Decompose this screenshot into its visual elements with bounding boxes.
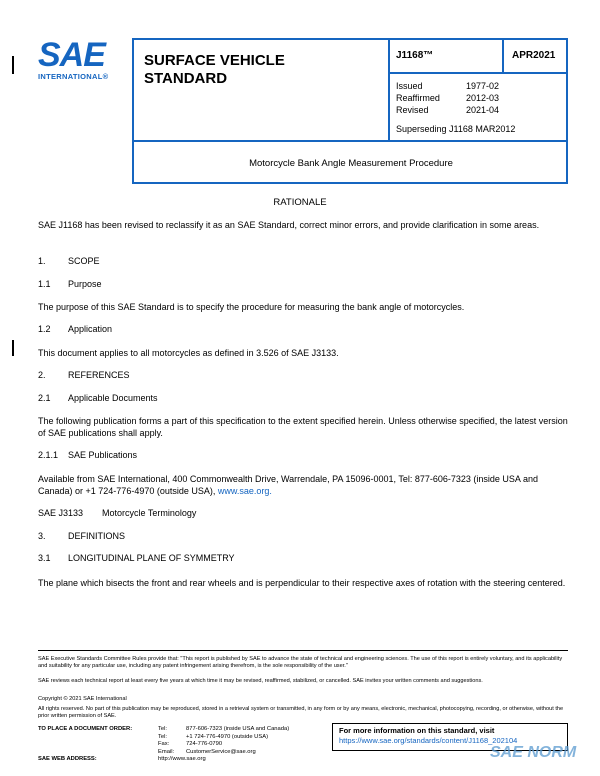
paragraph-text: Available from SAE International, 400 Commonwealth Drive, Warrendale, PA 15096-0001, Tel: 877-606-7323 (inside USA and Canada) or +1 724-776-4970 (outside USA), xyxy=(38,474,538,496)
superseding-note: Superseding J1168 MAR2012 xyxy=(396,124,516,134)
section-heading: 1.1 Purpose xyxy=(38,279,102,289)
section-heading: 3.1 LONGITUDINAL PLANE OF SYMMETRY xyxy=(38,553,235,563)
contact-value: 724-776-0790 xyxy=(186,741,223,747)
date-value: 2021-04 xyxy=(466,105,500,115)
document-type-line1: SURFACE VEHICLE xyxy=(144,52,285,69)
footer-copyright: Copyright © 2021 SAE International xyxy=(38,696,127,702)
document-code: J1168™ xyxy=(396,50,434,61)
info-title: For more information on this standard, visit xyxy=(339,726,495,735)
paragraph: The purpose of this SAE Standard is to specify the procedure for measuring the bank angle of motorcycles. xyxy=(38,302,465,312)
paragraph xyxy=(38,473,568,497)
section-heading: 3. DEFINITIONS xyxy=(38,531,126,541)
footer-rules: SAE Executive Standards Committee Rules provide that: "This report is published by SAE to advance the state of technical and engineering sciences. The use of this report is entirely voluntary, and its applicability and suitability for any particular use, including any patent infringement arising therefrom, is the sole responsibility of the user." xyxy=(38,656,563,669)
date-label: Reaffirmed xyxy=(396,93,440,103)
web-label: SAE WEB ADDRESS: xyxy=(38,756,97,762)
standard-link[interactable]: https://www.sae.org/standards/content/J1168_202104 xyxy=(339,736,518,745)
order-label: TO PLACE A DOCUMENT ORDER: xyxy=(38,726,133,732)
document-type xyxy=(144,52,285,88)
change-bar xyxy=(12,56,14,74)
sae-website-link[interactable]: www.sae.org. xyxy=(217,486,272,496)
rationale-heading: RATIONALE xyxy=(273,197,327,208)
paragraph: The plane which bisects the front and rear wheels and is perpendicular to their respective axes of rotation with the steering centered. xyxy=(38,578,566,588)
header-box xyxy=(132,38,568,184)
section-heading: 1. SCOPE xyxy=(38,256,100,266)
reference-entry xyxy=(38,508,196,518)
section-heading: 2.1 Applicable Documents xyxy=(38,393,158,403)
date-history xyxy=(396,80,499,116)
rationale-text: SAE J1168 has been revised to reclassify it as an SAE Standard, correct minor errors, and provide clarification in some areas. xyxy=(38,220,540,230)
footer-rights: All rights reserved. No part of this publication may be reproduced, stored in a retrieval system or transmitted, in any form or by any means, electronic, mechanical, photocopying, recording, or otherwise, without the prior written permission of SAE. xyxy=(38,706,564,719)
contact-type: Tel: xyxy=(158,726,168,732)
section-heading: 1.2 Application xyxy=(38,324,113,334)
reference-title: Motorcycle Terminology xyxy=(102,508,197,518)
date-value: 1977-02 xyxy=(466,81,500,91)
watermark-logo: SAE NORM xyxy=(490,744,577,761)
document-date: APR2021 xyxy=(512,50,556,61)
change-bar xyxy=(12,340,14,356)
reference-code: SAE J3133 xyxy=(38,508,84,518)
date-label: Revised xyxy=(396,105,429,115)
order-contacts xyxy=(38,726,289,764)
contact-value: 877-606-7323 (inside USA and Canada) xyxy=(186,726,290,732)
contact-type: Email: xyxy=(158,748,175,755)
sae-logo xyxy=(38,38,120,81)
date-value: 2012-03 xyxy=(466,93,500,103)
document-type-line2: STANDARD xyxy=(144,70,228,87)
contact-value: +1 724-776-4970 (outside USA) xyxy=(186,733,269,740)
date-label: Issued xyxy=(396,81,423,91)
paragraph: The following publication forms a part of this specification to the extent specified herein. Unless otherwise specified, the latest version of SAE publications shall apply. xyxy=(38,416,568,438)
document-title: Motorcycle Bank Angle Measurement Procedure xyxy=(249,158,453,169)
email-link[interactable]: CustomerService@sae.org xyxy=(186,748,256,755)
paragraph: This document applies to all motorcycles as defined in 3.526 of SAE J3133. xyxy=(38,348,339,358)
section-heading: 2.1.1 SAE Publications xyxy=(38,450,138,460)
contact-type: Fax: xyxy=(158,741,170,747)
logo-brand: SAE xyxy=(38,36,105,74)
footer-divider xyxy=(38,650,568,651)
footer-review: SAE reviews each technical report at least every five years at which time it may be revised, reaffirmed, stabilized, or cancelled. SAE invites your written comments and suggestions. xyxy=(38,678,483,684)
web-link[interactable]: http://www.sae.org xyxy=(158,756,206,762)
logo-subtitle: INTERNATIONAL® xyxy=(38,72,109,81)
section-heading: 2. REFERENCES xyxy=(38,370,130,380)
contact-type: Tel: xyxy=(158,733,168,740)
